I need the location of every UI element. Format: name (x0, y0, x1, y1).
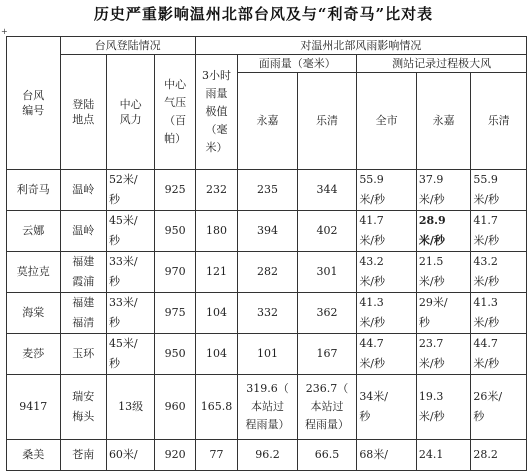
cell-wind: 33米/ 秒 (106, 252, 154, 293)
cell-w-city: 43.2 米/秒 (357, 252, 417, 293)
cell-w-yueqing: 41.7 米/秒 (471, 211, 527, 252)
cell-place: 福建 福清 (60, 293, 106, 334)
cell-w-yongjia: 24.1 (416, 440, 471, 471)
cell-yongjia: 235 (238, 170, 298, 211)
cell-pressure: 925 (155, 170, 195, 211)
cell-wind: 13级 (106, 375, 154, 440)
cell-pressure: 950 (155, 334, 195, 375)
cell-name: 利奇马 (7, 170, 61, 211)
cell-name: 海棠 (7, 293, 61, 334)
cell-place: 玉环 (60, 334, 106, 375)
header-area-rain: 面雨量（毫米） (238, 55, 357, 73)
cell-w-city: 68米/ (357, 440, 417, 471)
header-wind-yueqing: 乐清 (471, 73, 527, 170)
cell-yueqing: 167 (297, 334, 357, 375)
header-typhoon-name: 台风 编号 (7, 37, 61, 170)
cell-w-yueqing: 41.3 米/秒 (471, 293, 527, 334)
cell-w-yueqing: 43.2 米/秒 (471, 252, 527, 293)
header-center-pressure: 中心 气压（百 帕） (155, 55, 195, 170)
cell-rain3h: 121 (195, 252, 237, 293)
table-row (7, 375, 527, 440)
cell-w-yongjia: 29米/ 秒 (416, 293, 471, 334)
page-title: 历史严重影响温州北部台风及与“利奇马”比对表 (93, 5, 434, 23)
cell-w-yueqing: 26米/ 秒 (471, 375, 527, 440)
header-landfall-place: 登陆 地点 (60, 55, 106, 170)
cell-w-yueqing: 55.9 米/秒 (471, 170, 527, 211)
cell-yueqing: 301 (297, 252, 357, 293)
header-wind-yongjia: 永嘉 (416, 73, 471, 170)
cell-name: 桑美 (7, 440, 61, 471)
cell-yueqing: 344 (297, 170, 357, 211)
cell-pressure: 975 (155, 293, 195, 334)
typhoon-comparison-table (6, 36, 527, 471)
cell-w-city: 44.7 米/秒 (357, 334, 417, 375)
cell-yongjia: 282 (238, 252, 298, 293)
cell-rain3h: 180 (195, 211, 237, 252)
cell-place: 温岭 (60, 211, 106, 252)
cell-name: 莫拉克 (7, 252, 61, 293)
cell-wind: 45米/ 秒 (106, 211, 154, 252)
cell-place: 温岭 (60, 170, 106, 211)
cell-rain3h: 104 (195, 334, 237, 375)
table-move-handle[interactable]: + (1, 27, 8, 36)
table-row (7, 334, 527, 375)
cell-w-yueqing: 44.7 米/秒 (471, 334, 527, 375)
cell-yongjia: 96.2 (238, 440, 298, 471)
cell-rain3h: 77 (195, 440, 237, 471)
cell-yueqing: 236.7（ 本站过 程雨量） (297, 375, 357, 440)
table-row (7, 293, 527, 334)
cell-name: 9417 (7, 375, 61, 440)
header-area-yueqing: 乐清 (297, 73, 357, 170)
cell-yongjia: 101 (238, 334, 298, 375)
cell-wind: 45米/ 秒 (106, 334, 154, 375)
cell-pressure: 960 (155, 375, 195, 440)
cell-pressure: 920 (155, 440, 195, 471)
cell-place: 福建 霞浦 (60, 252, 106, 293)
cell-pressure: 950 (155, 211, 195, 252)
table-row (7, 211, 527, 252)
cell-w-yongjia: 37.9 米/秒 (416, 170, 471, 211)
header-center-wind: 中心 风力 (106, 55, 154, 170)
cell-yueqing: 402 (297, 211, 357, 252)
table-row (7, 170, 527, 211)
cell-w-yongjia: 19.3 米/秒 (416, 375, 471, 440)
cell-yongjia: 319.6（ 本站过 程雨量） (238, 375, 298, 440)
cell-name: 麦莎 (7, 334, 61, 375)
header-station-wind: 测站记录过程极大风 (357, 55, 527, 73)
cell-w-city: 55.9 米/秒 (357, 170, 417, 211)
cell-rain3h: 104 (195, 293, 237, 334)
cell-w-yongjia: 28.9 米/秒 (416, 211, 471, 252)
cell-place: 瑞安 梅头 (60, 375, 106, 440)
cell-wind: 60米/ (106, 440, 154, 471)
cell-yongjia: 332 (238, 293, 298, 334)
cell-place: 苍南 (60, 440, 106, 471)
cell-w-yongjia: 21.5 米/秒 (416, 252, 471, 293)
cell-name: 云娜 (7, 211, 61, 252)
cell-pressure: 970 (155, 252, 195, 293)
header-area-yongjia: 永嘉 (238, 73, 298, 170)
cell-w-yueqing: 28.2 (471, 440, 527, 471)
cell-wind: 33米/ 秒 (106, 293, 154, 334)
header-landfall-group: 台风登陆情况 (60, 37, 195, 55)
table-row (7, 440, 527, 471)
cell-w-city: 41.3 米/秒 (357, 293, 417, 334)
cell-rain3h: 232 (195, 170, 237, 211)
cell-w-yongjia: 23.7 米/秒 (416, 334, 471, 375)
table-row (7, 252, 527, 293)
cell-yongjia: 394 (238, 211, 298, 252)
cell-rain3h: 165.8 (195, 375, 237, 440)
cell-yueqing: 362 (297, 293, 357, 334)
header-wind-city: 全市 (357, 73, 417, 170)
cell-yueqing: 66.5 (297, 440, 357, 471)
cell-wind: 52米/ 秒 (106, 170, 154, 211)
cell-w-city: 34米/ 秒 (357, 375, 417, 440)
cell-w-city: 41.7 米/秒 (357, 211, 417, 252)
header-rain-3h: 3小时 雨量 极值 （毫 米） (195, 55, 237, 170)
header-impact-group: 对温州北部风雨影响情况 (195, 37, 526, 55)
